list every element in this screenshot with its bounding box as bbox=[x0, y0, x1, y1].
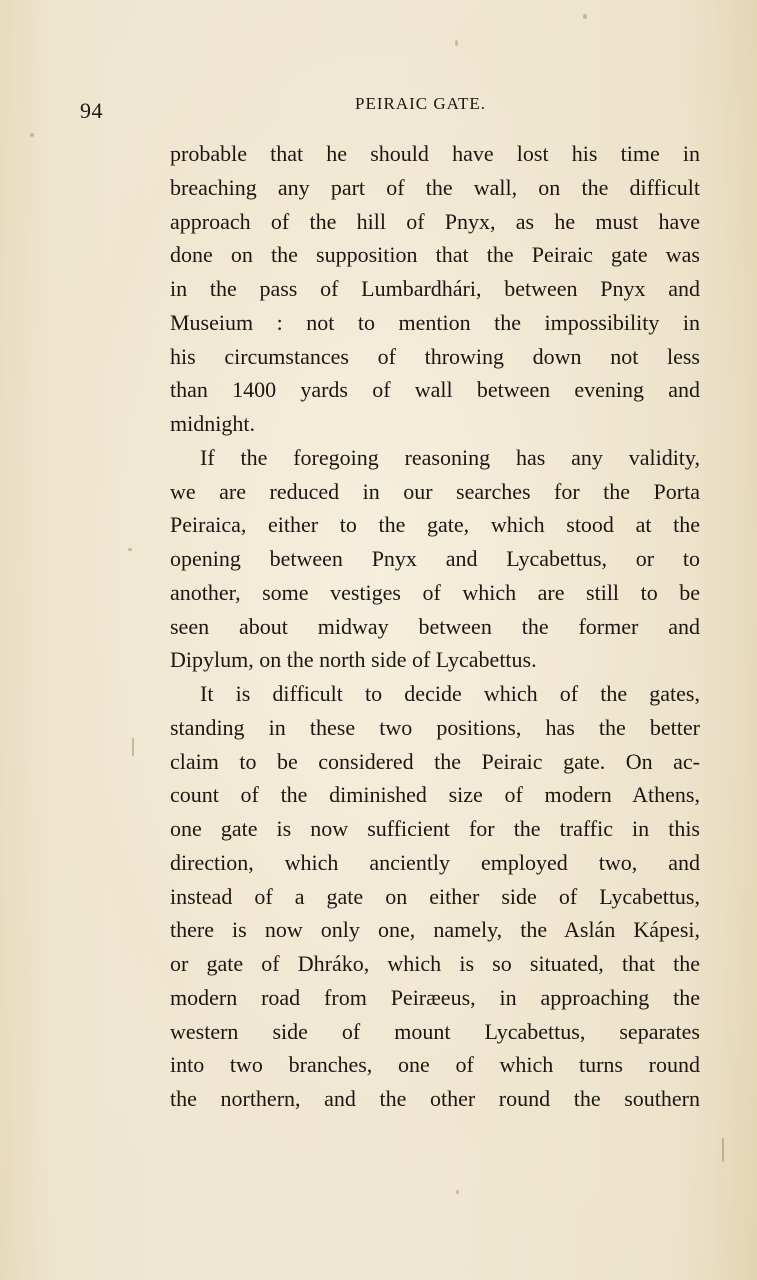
paper-speck bbox=[583, 14, 587, 19]
text-line: seen about midway between the former and bbox=[170, 613, 700, 639]
text-line: than 1400 yards of wall between evening and bbox=[170, 377, 700, 403]
text-line: into two branches, one of which turns round bbox=[170, 1052, 700, 1078]
paper-speck bbox=[30, 133, 34, 137]
paper-speck bbox=[128, 548, 132, 551]
paragraph-first-line: If the foregoing reasoning has any validity, bbox=[200, 444, 700, 470]
text-line: the northern, and the other round the southern bbox=[170, 1086, 700, 1111]
text-line: we are reduced in our searches for the Porta bbox=[170, 478, 700, 504]
text-line: breaching any part of the wall, on the difficult bbox=[170, 174, 700, 200]
paper-speck bbox=[456, 1190, 459, 1194]
text-line: done on the supposition that the Peiraic gate was bbox=[170, 242, 700, 268]
text-line: another, some vestiges of which are still to be bbox=[170, 579, 700, 605]
paper-speck bbox=[132, 738, 134, 756]
text-line: in the pass of Lumbardhári, between Pnyx and bbox=[170, 276, 700, 301]
running-head: PEIRAIC GATE. bbox=[355, 94, 487, 113]
text-line: there is now only one, namely, the Aslán Kápesi, bbox=[170, 917, 700, 943]
page-header bbox=[0, 92, 757, 126]
text-line: one gate is now sufficient for the traffic in this bbox=[170, 816, 700, 841]
page-number: 94 bbox=[80, 98, 103, 123]
text-line: probable that he should have lost his time in bbox=[170, 141, 700, 166]
text-line: Peiraica, either to the gate, which stood at the bbox=[170, 512, 700, 538]
body-text bbox=[170, 137, 700, 1116]
paper-speck bbox=[455, 40, 458, 46]
text-line: standing in these two positions, has the better bbox=[170, 714, 700, 740]
text-line: approach of the hill of Pnyx, as he must have bbox=[170, 208, 700, 234]
text-line: direction, which anciently employed two, and bbox=[170, 849, 700, 875]
text-line: midnight. bbox=[170, 411, 255, 436]
paragraph-first-line: It is difficult to decide which of the gates, bbox=[200, 681, 700, 706]
text-line: opening between Pnyx and Lycabettus, or to bbox=[170, 546, 700, 571]
text-line: Museium : not to mention the impossibility in bbox=[170, 309, 700, 335]
text-line: Dipylum, on the north side of Lycabettus. bbox=[170, 647, 537, 673]
text-line: or gate of Dhráko, which is so situated, that the bbox=[170, 951, 700, 976]
paper-speck bbox=[722, 1138, 724, 1162]
text-line: instead of a gate on either side of Lycabettus, bbox=[170, 883, 700, 909]
text-line: modern road from Peiræeus, in approaching the bbox=[170, 984, 700, 1010]
text-line: his circumstances of throwing down not less bbox=[170, 343, 700, 369]
text-line: claim to be considered the Peiraic gate. On ac- bbox=[170, 748, 700, 774]
text-line: western side of mount Lycabettus, separates bbox=[170, 1018, 700, 1044]
text-line: count of the diminished size of modern Athens, bbox=[170, 782, 700, 808]
